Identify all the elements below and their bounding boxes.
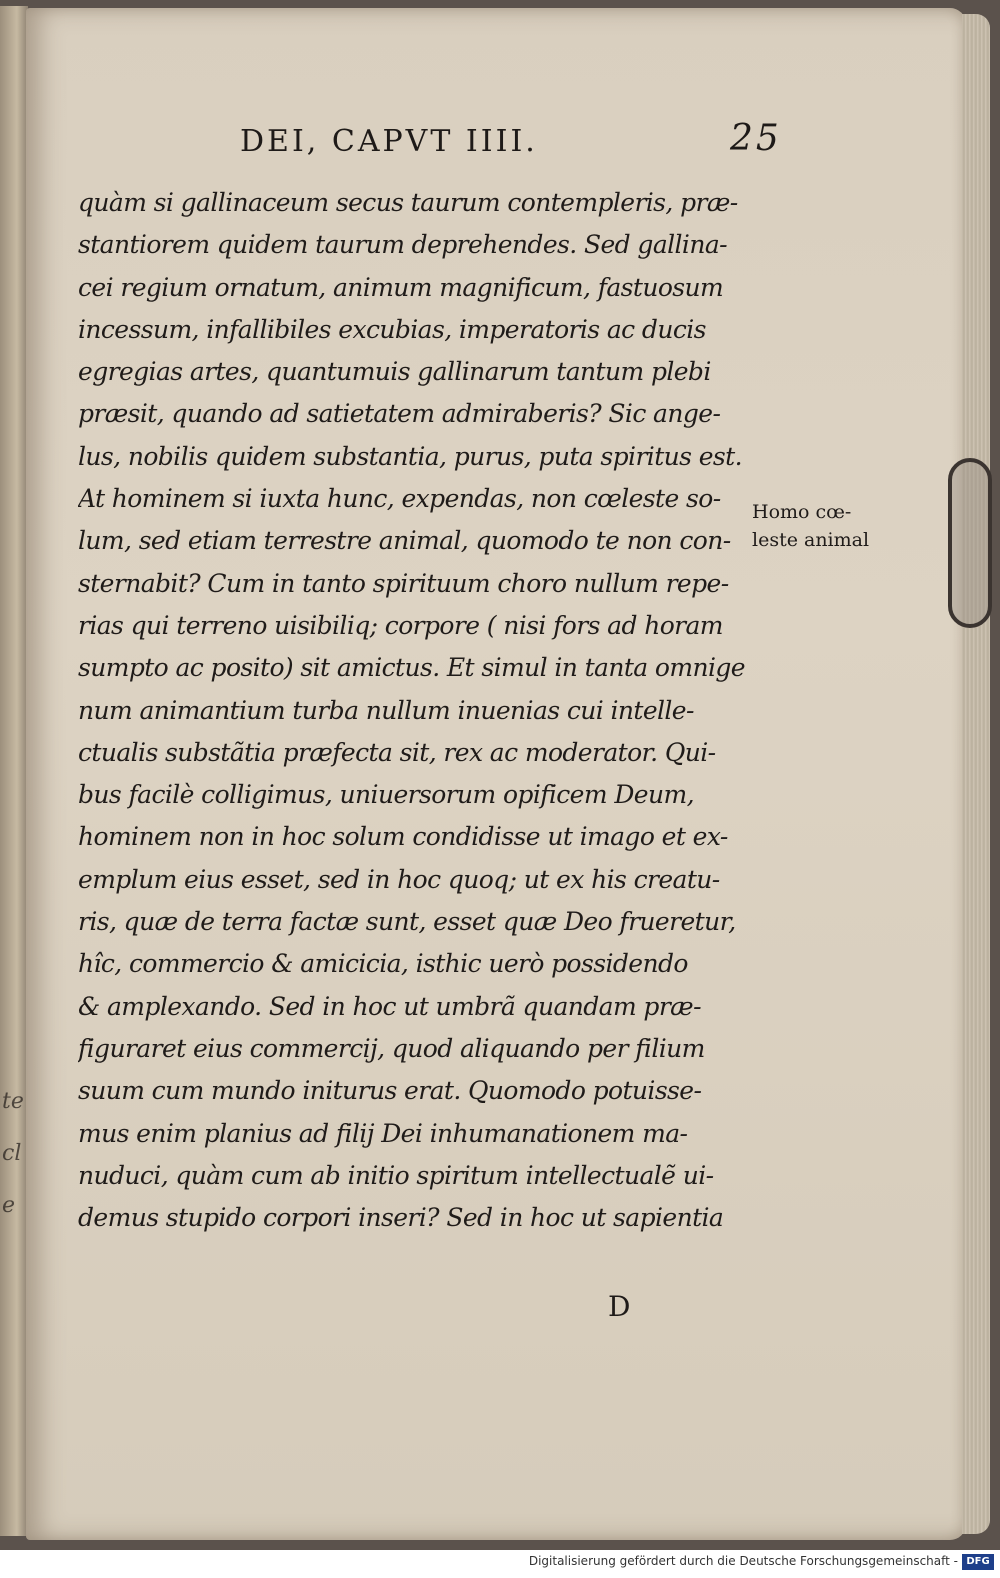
footer-credit: Digitalisierung gefördert durch die Deutsche Forschungsgemeinschaft - bbox=[528, 1554, 958, 1568]
running-title: DEI, CAPVT IIII. bbox=[240, 124, 538, 159]
text-line: sumpto ac posito) sit amictus. Et simul in tanta omnige bbox=[78, 653, 745, 683]
page-edge bbox=[962, 14, 990, 1534]
text-line: sternabit? Cum in tanto spirituum choro nullum repe- bbox=[78, 568, 729, 598]
text-line: figuraret eius commercij, quod aliquando per filium bbox=[78, 1033, 705, 1063]
margin-note-line: leste animal bbox=[752, 529, 870, 551]
running-header bbox=[240, 118, 800, 172]
margin-note bbox=[752, 498, 892, 554]
text-line: præsit, quando ad satietatem admiraberis? Sic ange- bbox=[78, 399, 721, 429]
text-line: num animantium turba nullum inuenias cui intelle- bbox=[78, 695, 694, 725]
margin-note-line: Homo cœ- bbox=[752, 501, 852, 523]
text-line: demus stupido corpori inseri? Sed in hoc ut sapientia bbox=[78, 1203, 724, 1233]
text-line: hominem non in hoc solum condidisse ut imago et ex- bbox=[78, 822, 728, 852]
dfg-logo: DFG bbox=[962, 1554, 994, 1570]
body-text bbox=[78, 182, 758, 1239]
left-page-sliver bbox=[0, 6, 28, 1536]
text-line: emplum eius esset, sed in hoc quoq; ut ex his creatu- bbox=[78, 864, 720, 894]
text-line: ris, quæ de terra factæ sunt, esset quæ Deo frueretur, bbox=[78, 907, 736, 937]
text-line: & amplexando. Sed in hoc ut umbrã quandam præ- bbox=[78, 991, 701, 1021]
text-line: incessum, infallibiles excubias, imperatoris ac ducis bbox=[78, 314, 706, 344]
footer-bar bbox=[0, 1550, 1000, 1578]
signature-mark: D bbox=[608, 1290, 631, 1323]
text-line: lum, sed etiam terrestre animal, quomodo te non con- bbox=[78, 526, 731, 556]
text-line: suum cum mundo initurus erat. Quomodo potuisse- bbox=[78, 1076, 702, 1106]
text-line: lus, nobilis quidem substantia, purus, puta spiritus est. bbox=[78, 441, 742, 471]
text-line: hîc, commercio & amicicia, isthic uerò possidendo bbox=[78, 949, 688, 979]
book-clasp bbox=[948, 458, 992, 628]
text-line: mus enim planius ad filij Dei inhumanationem ma- bbox=[78, 1118, 688, 1148]
text-line: bus facilè colligimus, uniuersorum opificem Deum, bbox=[78, 780, 694, 810]
text-line: egregias artes, quantumuis gallinarum tantum plebi bbox=[78, 357, 711, 387]
text-line: nuduci, quàm cum ab initio spiritum intellectualẽ ui- bbox=[78, 1160, 714, 1190]
text-line: quàm si gallinaceum secus taurum contempleris, præ- bbox=[78, 188, 738, 217]
text-line: ctualis substãtia præfecta sit, rex ac moderator. Qui- bbox=[78, 737, 716, 767]
folio-number: 25 bbox=[730, 118, 782, 159]
text-line: rias qui terreno uisibiliq; corpore ( nisi fors ad horam bbox=[78, 610, 723, 640]
text-line: cei regium ornatum, animum magnificum, fastuosum bbox=[78, 272, 724, 302]
left-page-fragment: tecle bbox=[2, 1089, 24, 1218]
text-line: stantiorem quidem taurum deprehendes. Sed gallina- bbox=[78, 230, 727, 260]
text-line: At hominem si iuxta hunc, expendas, non cœleste so- bbox=[78, 484, 721, 514]
